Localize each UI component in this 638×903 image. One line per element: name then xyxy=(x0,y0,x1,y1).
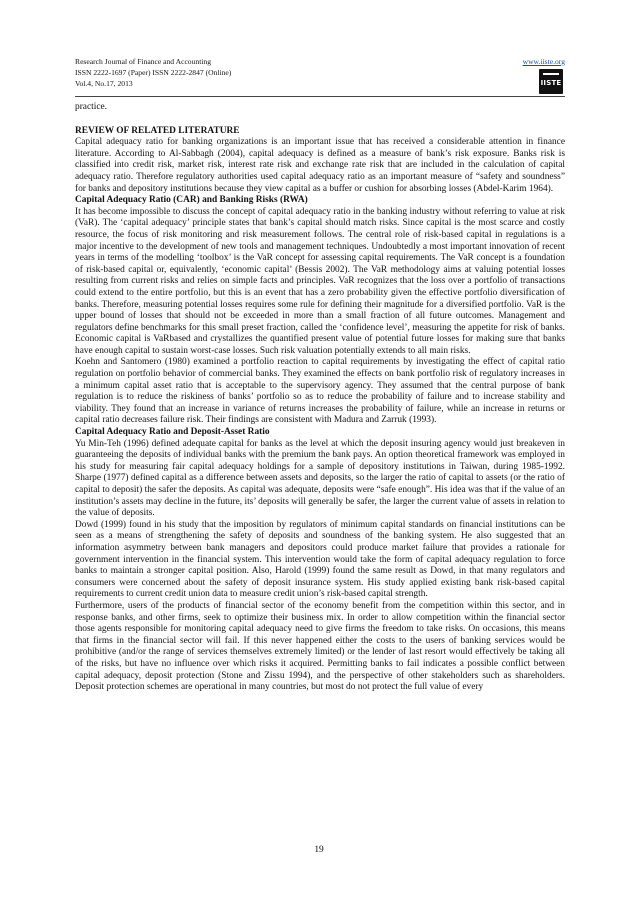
page-header xyxy=(75,56,565,96)
article-body xyxy=(75,102,565,694)
paragraph-dowd: Dowd (1999) found in his study that the imposition by regulators of minimum capital standards on financial institutions can be seen as a means of strengthening the safety of deposits and soundness of the banking system. He also suggested that an information asymmetry between bank managers and depositors could produce market failure that provides a rationale for government intervention in the financial system. This intervention would take the form of capital adequacy regulation to force banks to maintain a stronger capital position. Also, Harold (1999) found the same result as Dowd, in that many regulators and consumers were concerned about the safety of deposit insurance system. His study applied existing bank risk-based capital requirements to current credit union data to measure credit union’s risk-based capital strength. xyxy=(75,519,565,600)
journal-volume: Vol.4, No.17, 2013 xyxy=(75,79,133,89)
section-gap xyxy=(75,114,565,126)
logo-text: IISTE xyxy=(540,79,562,87)
paragraph-var-concept: It has become impossible to discuss the concept of capital adequacy ratio in the banking industry without referring to value at risk (VaR). The ‘capital adequacy’ principle states that bank’s capital should match risks. Since capital is the most scarce and costly resource, the focus of risk monitoring and risk measurement follows. The central role of risk-based capital in regulations is a major incentive to the development of new tools and management techniques. Undoubtedly a most important innovation of recent years in terms of the modelling ‘toolbox’ is the VaR concept for assessing capital requirements. The VaR concept is a foundation of risk-based capital or, equivalently, ‘economic capital’ (Bessis 2002). The VaR methodology aims at valuing potential losses resulting from current risks and relies on simple facts and principles. VaR recognizes that the loss over a portfolio of transactions could extend to the entire portfolio, but this is an event that has a zero probability given the effective portfolio diversification of banks. Therefore, measuring potential losses requires some rule for defining their magnitude for a diversified portfolio. VaR is the upper bound of losses that should not be exceeded in more than a small fraction of all future outcomes. Management and regulators define benchmarks for this small preset fraction, called the ‘confidence level’, measuring the appetite for risk of banks. Economic capital is VaRbased and crystallizes the quantified present value of potential future losses for making sure that banks have enough capital to sustain worst-case losses. Such risk valuation potentially extends to all main risks. xyxy=(75,206,565,356)
journal-issn: ISSN 2222-1697 (Paper) ISSN 2222-2847 (Online) xyxy=(75,68,232,78)
heading-car-banking-risks: Capital Adequacy Ratio (CAR) and Banking Risks (RWA) xyxy=(75,195,308,206)
header-divider xyxy=(75,96,565,97)
heading-car-deposit-asset: Capital Adequacy Ratio and Deposit-Asset Ratio xyxy=(75,427,270,438)
paragraph-competition: Furthermore, users of the products of financial sector of the economy benefit from the competition within this sector, and in response banks, and other firms, seek to optimize their business mix. In order to allow competition within the financial sector those agents responsible for monitoring capital adequacy need to give firms the freedom to take risks. On occasions, this means that firms in the financial sector will fail. If this never happened either the costs to the users of banking services would be prohibitive (and/or the range of services themselves extremely limited) or the lender of last resort would effectively be taking all of the risks, but have no influence over which risks it acquired. Permitting banks to fail indicates a possible conflict between capital adequacy, deposit protection (Stone and Zissu 1994), and the perspective of other stakeholders such as shareholders. Deposit protection schemes are operational in many countries, but most do not protect the full value of every xyxy=(75,600,565,693)
heading-review-of-literature: REVIEW OF RELATED LITERATURE xyxy=(75,125,240,136)
journal-info xyxy=(75,56,231,90)
paragraph-koehn-santomero: Koehn and Santomero (1980) examined a portfolio reaction to capital requirements by investigating the effect of capital ratio regulation on portfolio behavior of commercial banks. They examined the effects on bank portfolio risk of regulatory increases in a minimum capital asset ratio that is acceptable to the supervisory agency. They assumed that the central purpose of bank regulation is to reduce the riskiness of banks’ portfolio so as to reduce the probability of failure and to increase stability and viability. They found that an increase in variance of returns increases the probability of failure, while an increase in returns or capital ratio decreases failure risk. Their findings are consistent with Madura and Zarruk (1993). xyxy=(75,357,565,426)
paragraph-intro-fragment: practice. xyxy=(75,102,108,112)
page-number: 19 xyxy=(314,845,324,855)
journal-name: Research Journal of Finance and Accounting xyxy=(75,57,212,66)
journal-url-link[interactable]: www.iiste.org xyxy=(522,57,565,66)
iiste-logo xyxy=(539,69,563,94)
paragraph-yu-min-teh: Yu Min-Teh (1996) defined adequate capital for banks as the level at which the deposit insuring agency would just breakeven in guaranteeing the deposits of individual banks with the premium the bank pays. An option theoretical framework was employed in his study for measuring fair capital adequacy holdings for a sample of depository institutions in Taiwan, during 1985-1992. Sharpe (1977) defined capital as a difference between assets and deposits, so the larger the ratio of capital to assets (or the ratio of capital to deposit) the safer the deposits. As capital was adequate, deposits were “safe enough”. His idea was that if the value of an institution’s assets may decline in the future, its’ deposits will generally be safer, the larger the current value of assets in relation to the value of deposits. xyxy=(75,438,565,519)
logo-bar-decoration xyxy=(543,73,559,75)
paragraph-capital-adequacy-intro: Capital adequacy ratio for banking organizations is an important issue that has received a considerable attention in finance literature. According to Al-Sabbagh (2004), capital adequacy is defined as a measure of bank’s risk exposure. Banks risk is classified into credit risk, market risk, interest rate risk and exchange rate risk that are included in the calculation of capital adequacy ratio. Therefore regulatory authorities used capital adequacy ratio as an important measure of “safety and soundness” for banks and depository institutions because they view capital as a buffer or cushion for absorbing losses (Abdel-Karim 1964). xyxy=(75,137,565,194)
